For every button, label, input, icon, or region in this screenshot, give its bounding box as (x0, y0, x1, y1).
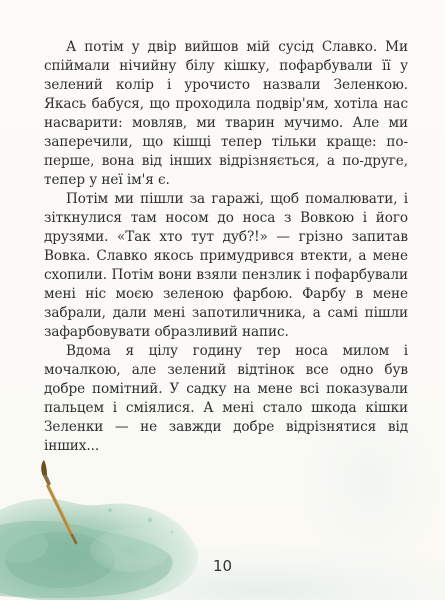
paragraph-3: Вдома я цілу годину тер носа милом і мочалкою, але зелений відтінок все одно був добре помітний. У садку на мене всі показували пальцем і сміялися. А мені стало шкода кішки Зеленки — не завжди добре відрізнятися від інших... (44, 343, 408, 454)
page-number: 10 (212, 557, 233, 575)
story-text (44, 38, 408, 456)
paragraph-2: Потім ми пішли за гаражі, щоб помалювати, і зіткнулися там носом до носа з Вовкою і його друзями. «Так хто тут дуб?!» — грізно запитав Вовка. Славко якось примудрився втекти, а мене схопили. Потім вони взяли пензлик і пофарбували мені ніс моєю зеленою фарбою. Фарбу в мене забрали, дали мені запотиличника, а самі пішли зафарбовувати образливий напис. (44, 191, 408, 340)
paragraph-1: А потім у двір вийшов мій сусід Славко. Ми спіймали нічийну білу кішку, пофарбували її у зелений колір і урочисто назвали Зеленкою. Якась бабуся, що проходила подвір'ям, хотіла нас насварити: мовляв, ми тварин мучимо. Але ми заперечили, що кішці тепер тільки краще: по-перше, вона від інших відрізняється, а по-друге, тепер у неї ім'я є. (44, 39, 408, 188)
